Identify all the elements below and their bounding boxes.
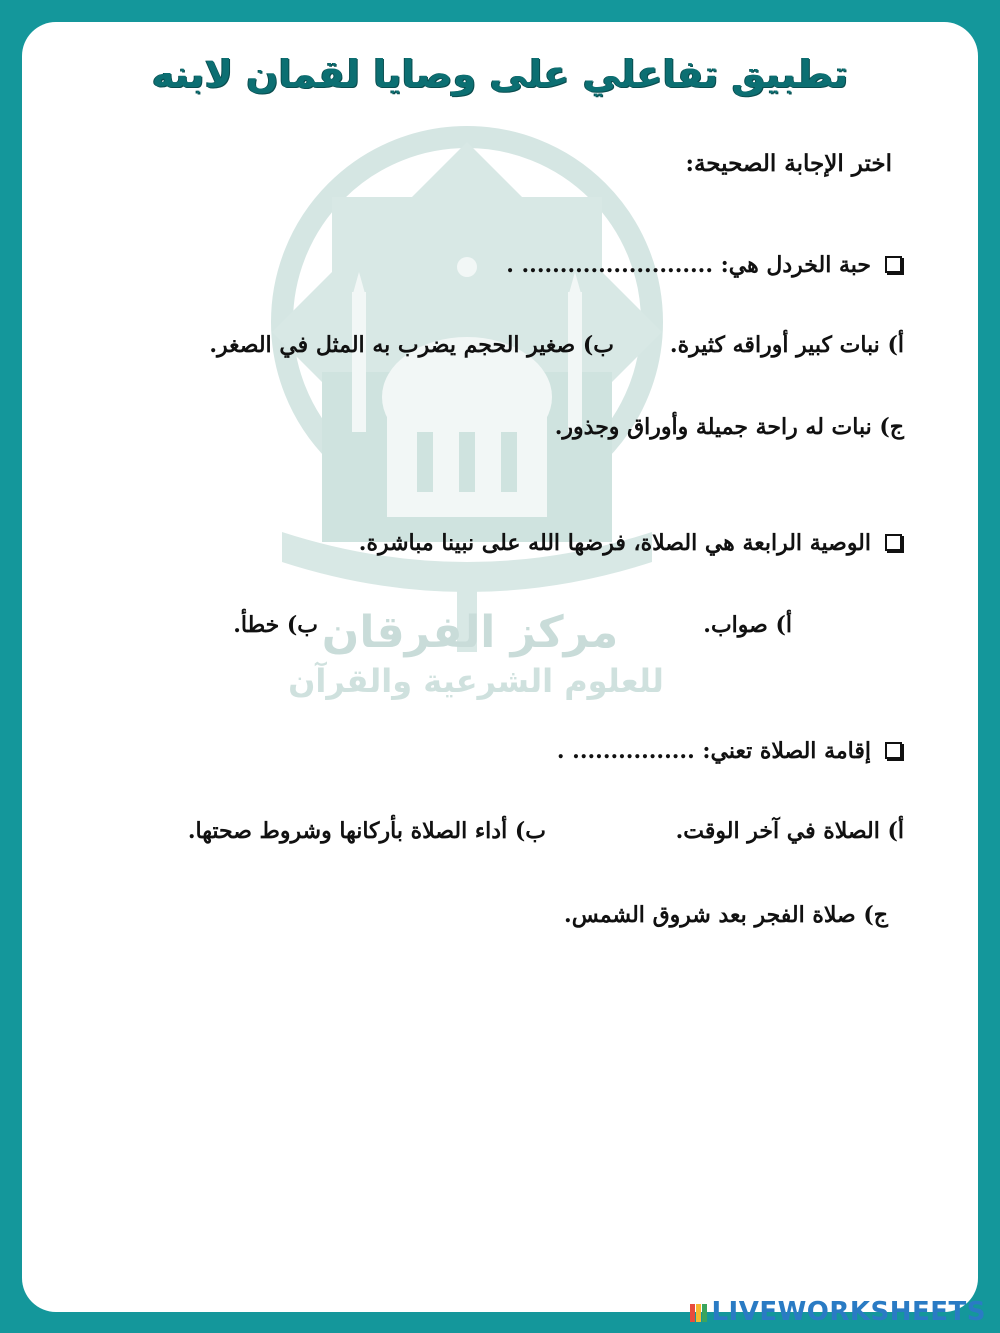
question-2-text: الوصية الرابعة هي الصلاة، فرضها الله على نبينا مباشرة.	[358, 530, 871, 556]
liveworksheets-logo-icon	[689, 1302, 709, 1324]
question-1-text: حبة الخردل هي: ......................... .	[506, 252, 871, 278]
question-2-option-a[interactable]: أ) صواب.	[703, 612, 792, 638]
question-1-option-a[interactable]: أ) نبات كبير أوراقه كثيرة.	[669, 332, 904, 358]
question-2	[359, 530, 902, 556]
watermark-subtitle: للعلوم الشرعية والقرآن	[288, 662, 664, 700]
checkbox-icon	[885, 742, 902, 759]
liveworksheets-brand[interactable]	[689, 1297, 986, 1327]
question-2-option-b[interactable]: ب) خطأ.	[233, 612, 318, 638]
question-3-option-a[interactable]: أ) الصلاة في آخر الوقت.	[675, 818, 904, 844]
question-3	[557, 738, 902, 764]
question-3-option-c[interactable]: ج) صلاة الفجر بعد شروق الشمس.	[564, 902, 888, 928]
page-title: تطبيق تفاعلي على وصايا لقمان لابنه	[151, 52, 849, 96]
question-1	[506, 252, 902, 278]
watermark-name: مركز الفرقان	[321, 607, 619, 658]
worksheet-card	[22, 22, 978, 1312]
question-1-option-c[interactable]: ج) نبات له راحة جميلة وأوراق وجذور.	[554, 414, 904, 440]
question-3-option-b[interactable]: ب) أداء الصلاة بأركانها وشروط صحتها.	[187, 818, 546, 844]
checkbox-icon	[885, 534, 902, 551]
brand-text: LIVEWORKSHEETS	[711, 1297, 986, 1327]
question-1-option-b[interactable]: ب) صغير الحجم يضرب به المثل في الصغر.	[209, 332, 614, 358]
checkbox-icon	[885, 256, 902, 273]
question-3-text: إقامة الصلاة تعني: ................ .	[556, 738, 871, 764]
instruction: اختر الإجابة الصحيحة:	[685, 150, 892, 177]
